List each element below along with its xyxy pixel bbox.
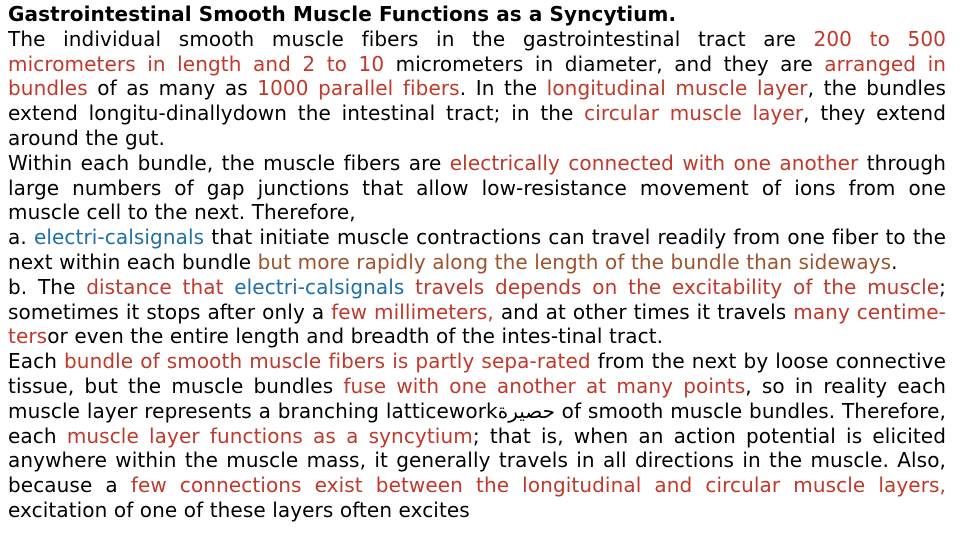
title-paragraph	[8, 2, 946, 27]
text-span: through large numbers of gap junctions that allow low-resistance movement of ions from one muscle cell to the next. Therefore,	[8, 150, 946, 225]
text-span: ; sometimes it stops after only a	[8, 274, 946, 324]
paragraph-fiber-dimensions	[8, 27, 946, 151]
text-span: , they extend around the gut.	[8, 101, 946, 150]
text-span: a.	[8, 225, 34, 250]
text-span: and at other times it travels	[493, 299, 794, 324]
text-span: of as many as	[87, 76, 258, 101]
text-span: b. The	[8, 274, 87, 299]
highlight-red: 200 to 500 micrometers in length and 2 to 10	[8, 26, 947, 76]
text-span: , the bundles extend longitu-dinallydown the intestinal tract; in the	[8, 76, 947, 126]
highlight-red: circular muscle layer	[584, 101, 804, 126]
highlight-red: few millimeters,	[331, 299, 494, 324]
highlight-red: fuse with one another at many points	[343, 373, 746, 398]
highlight-red: muscle layer functions as a syncytium	[66, 423, 473, 448]
text-span: Each	[8, 349, 64, 374]
highlight-blue: electri-calsignals	[234, 274, 405, 299]
text-span: that initiate muscle contractions can travel readily from one fiber to the next within each bundle	[8, 225, 946, 274]
text-span: ; that is, when an action potential is elicited anywhere within the muscle mass, it generally travels in all directions in the muscle. Also, because a	[8, 423, 946, 498]
slide-text-body	[8, 2, 946, 523]
text-span: Within each bundle, the muscle fibers are	[8, 150, 450, 175]
paragraph-syncytium	[8, 349, 946, 523]
text-span: The individual smooth muscle fibers in the gastrointestinal tract are	[8, 26, 814, 51]
text-span: from the next by loose connective tissue, but the muscle bundles	[8, 349, 946, 398]
text-span: of smooth muscle bundles. Therefore, each	[8, 398, 946, 448]
highlight-red: 1000 parallel fibers	[257, 76, 460, 101]
paragraph-point-a	[8, 225, 946, 275]
highlight-red: few connections exist between the longitudinal and circular muscle layers,	[130, 473, 947, 498]
text-span: micrometers in diameter, and they are	[384, 51, 825, 76]
arabic-gloss: حصيرة	[497, 398, 555, 423]
text-span: excitation of one of these layers often excites	[8, 497, 470, 522]
slide-title: Gastrointestinal Smooth Muscle Functions as a Syncytium.	[8, 2, 677, 26]
highlight-red: many centime-ters	[8, 299, 946, 349]
highlight-brown: but more rapidly along the length of the bundle than sideways	[257, 249, 892, 274]
highlight-red: distance that	[86, 274, 235, 299]
text-span: . In the	[459, 76, 547, 101]
highlight-blue: electri-calsignals	[33, 225, 205, 250]
paragraph-gap-junctions	[8, 151, 946, 225]
text-span: , so in reality each muscle layer represents a branching latticework	[8, 373, 946, 423]
highlight-red: arranged in bundles	[8, 51, 946, 101]
text-span: or even the entire length and breadth of the intes-tinal tract.	[47, 324, 664, 349]
text-span: .	[891, 249, 898, 274]
highlight-red: longitudinal muscle layer	[546, 76, 808, 101]
highlight-red: travels depends on the excitability of the muscle	[404, 274, 940, 299]
paragraph-point-b	[8, 275, 946, 349]
highlight-red: bundle of smooth muscle fibers is partly sepa-rated	[64, 349, 591, 374]
highlight-red: electrically connected with one another	[449, 150, 859, 175]
